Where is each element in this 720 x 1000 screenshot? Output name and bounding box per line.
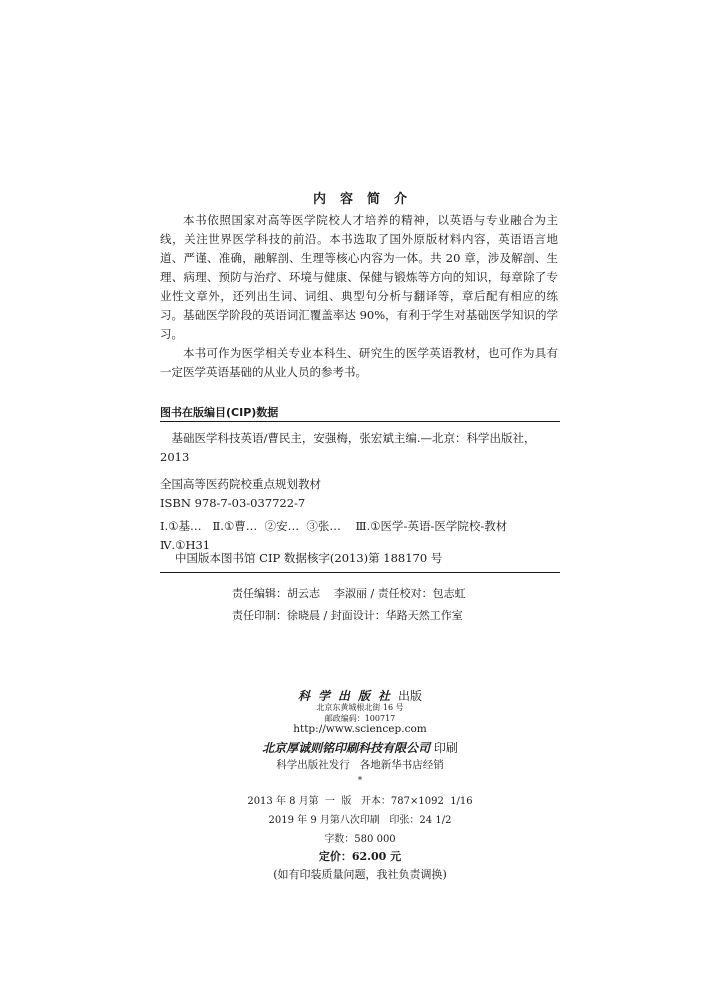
quality-notice: (如有印装质量问题，我社负责调换): [273, 868, 447, 881]
summary-title: 内容简介: [312, 192, 421, 207]
separator-star: *: [357, 776, 363, 786]
printer-line: [0, 739, 720, 756]
publisher-name: 科学出版社: [297, 689, 398, 703]
cip-heading: 图书在版编目(CIP)数据: [160, 406, 279, 419]
credits: [232, 583, 466, 627]
printer-name: 北京厚诚则铭印刷科技有限公司: [262, 741, 431, 755]
credits-editors: 责任编辑：胡云志 李淑丽 / 责任校对：包志虹: [232, 587, 466, 600]
publisher-suffix: 出版: [398, 689, 423, 703]
price: 定价：62.00 元: [318, 850, 402, 863]
cip-bottom-rule: [160, 572, 560, 573]
cip-classification: Ⅳ.①H31: [160, 538, 211, 552]
summary-paragraph: 本书依照国家对高等医学院校人才培养的精神，以英语与专业融合为主线，关注世界医学科技的前沿。本书选取了国外原版材料内容，英语语言地道、严谨、准确，融解剖、生理等核心内容为一体。共 20 章，涉及解剖、生理、病理、预防与治疗、环境与健康、保健与锻炼等方向的知识，每章除了专业性文章外，还列出生词、词组、典型句分析与翻译等，章后配有相应的练习。基础医学阶段的英语词汇覆盖率达 90%，有利于学生对基础医学知识的学习。: [160, 213, 558, 341]
cip-top-rule: [160, 421, 560, 422]
address-line: 北京东黄城根北街 16 号: [316, 703, 404, 712]
cip-citation: 基础医学科技英语/曹民主，安强梅，张宏斌主编.—北京：科学出版社，2013: [160, 431, 536, 464]
cip-isbn: ISBN 978-7-03-037722-7: [160, 496, 306, 510]
distribution-line: 科学出版社发行 各地新华书店经销: [276, 759, 444, 771]
cip-record: [160, 429, 560, 555]
publisher-url: http://www.sciencep.com: [293, 723, 427, 735]
postcode-line: 邮政编码：100717: [324, 714, 396, 723]
summary-paragraph: 本书可作为医学相关专业本科生、研究生的医学英语教材，也可作为具有一定医学英语基础的从业人员的参考书。: [160, 346, 558, 379]
publisher-address: [0, 702, 720, 724]
cip-approval-number: 中国版本图书馆 CIP 数据核字(2013)第 188170 号: [175, 551, 443, 565]
printing-line: 2019 年 9 月第八次印刷 印张：24 1/2: [268, 815, 452, 826]
cip-classification: Ⅰ.①基… Ⅱ.①曹… ②安… ③张… Ⅲ.①医学-英语-医学院校-教材: [160, 519, 508, 533]
summary-text: [160, 211, 558, 382]
word-count: 字数：580 000: [324, 834, 396, 845]
credits-production: 责任印制：徐晓晨 / 封面设计：华路天然工作室: [232, 609, 463, 622]
edition-line: 2013 年 8 月第 一 版 开本：787×1092 1/16: [247, 796, 473, 807]
cip-series: 全国高等医药院校重点规划教材: [160, 477, 321, 491]
printer-suffix: 印刷: [430, 741, 458, 755]
